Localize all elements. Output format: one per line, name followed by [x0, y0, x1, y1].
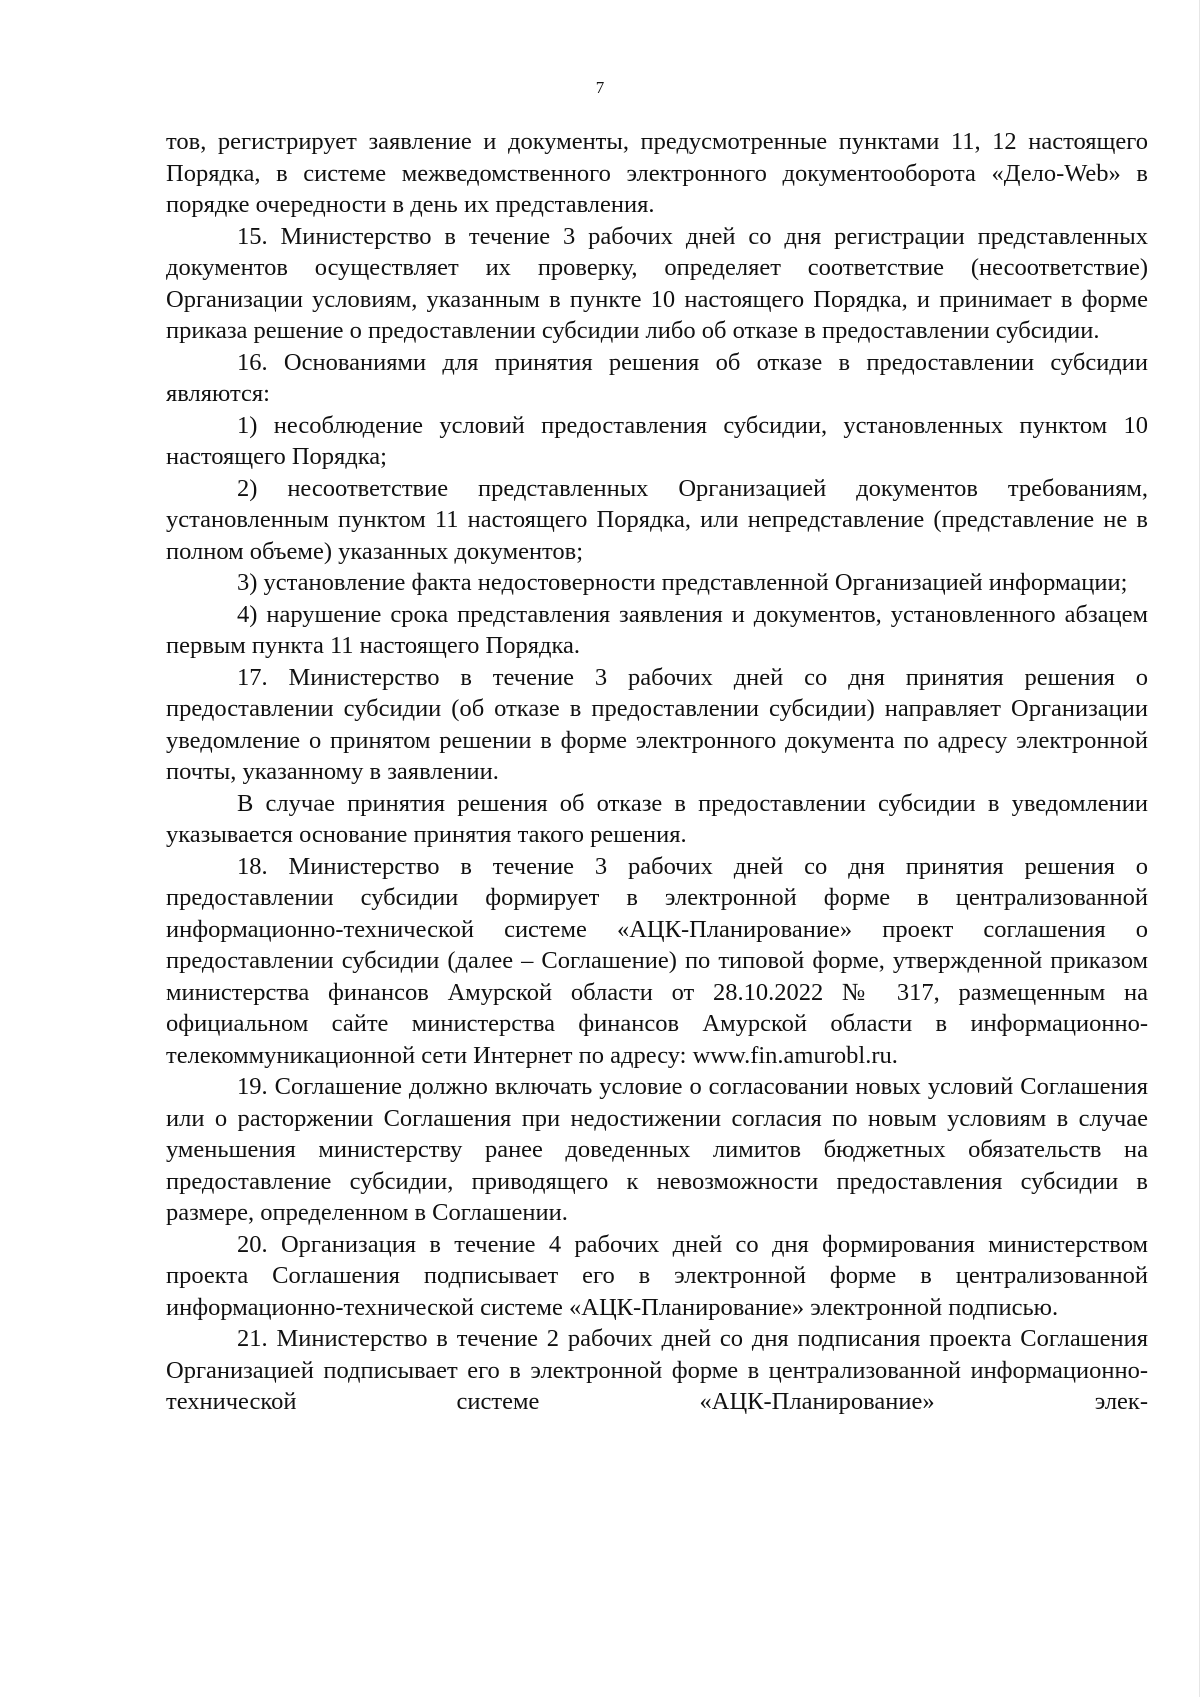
paragraph-17-note: В случае принятия решения об отказе в предоставлении субсидии в уведомлении указывается основание принятия такого решения.	[166, 789, 1148, 848]
page-number: 7	[595, 78, 605, 97]
paragraph-18: 18. Министерство в течение 3 рабочих дней со дня принятия решения о предоставлении субсидии формирует в электронной форме в централизованной информационно-технической системе «АЦК-Планирование» проект соглашения о предоставлении субсидии (далее – Соглашение) по типовой форме, утвержденной приказом министерства финансов Амурской области от 28.10.2022 № 317, размещенным на официальном сайте министерства финансов Амурской области в информационно-телекоммуникационной сети Интернет по адресу: www.fin.amurobl.ru.	[166, 852, 1148, 1069]
paragraph-16-item-2: 2) несоответствие представленных Организацией документов требованиям, установленным пунктом 11 настоящего Порядка, или непредставление (представление не в полном объеме) указанных документов;	[166, 474, 1148, 565]
paragraph-16-item-4: 4) нарушение срока представления заявления и документов, установленного абзацем первым пункта 11 настоящего Порядка.	[166, 600, 1148, 659]
paragraph-16-item-1: 1) несоблюдение условий предоставления субсидии, установленных пунктом 10 настоящего Порядка;	[166, 411, 1148, 470]
document-body	[166, 126, 1148, 1418]
paragraph-17: 17. Министерство в течение 3 рабочих дней со дня принятия решения о предоставлении субсидии (об отказе в предоставлении субсидии) направляет Организации уведомление о принятом решении в форме электронного документа по адресу электронной почты, указанному в заявлении.	[166, 663, 1148, 785]
paragraph-20: 20. Организация в течение 4 рабочих дней со дня формирования министерством проекта Соглашения подписывает его в электронной форме в централизованной информационно-технической системе «АЦК-Планирование» электронной подписью.	[166, 1230, 1148, 1321]
paragraph-21: 21. Министерство в течение 2 рабочих дней со дня подписания проекта Соглашения Организацией подписывает его в электронной форме в централизованной информационно-технической системе «АЦК-Планирование» элек-	[166, 1325, 1148, 1415]
paragraph-16: 16. Основаниями для принятия решения об отказе в предоставлении субсидии являются:	[166, 348, 1148, 407]
paragraph-19: 19. Соглашение должно включать условие о согласовании новых условий Соглашения или о расторжении Соглашения при недостижении согласия по новым условиям в случае уменьшения министерству ранее доведенных лимитов бюджетных обязательств на предоставление субсидии, приводящего к невозможности предоставления субсидии в размере, определенном в Соглашении.	[166, 1073, 1148, 1226]
paragraph-continuation: тов, регистрирует заявление и документы, предусмотренные пунктами 11, 12 настоящего Порядка, в системе межведомственного электронного документооборота «Дело-Web» в порядке очередности в день их представления.	[166, 128, 1148, 218]
paragraph-15: 15. Министерство в течение 3 рабочих дней со дня регистрации представленных документов осуществляет их проверку, определяет соответствие (несоответствие) Организации условиям, указанным в пункте 10 настоящего Порядка, и принимает в форме приказа решение о предоставлении субсидии либо об отказе в предоставлении субсидии.	[166, 222, 1148, 344]
paragraph-16-item-3: 3) установление факта недостоверности представленной Организацией информации;	[237, 569, 1128, 596]
